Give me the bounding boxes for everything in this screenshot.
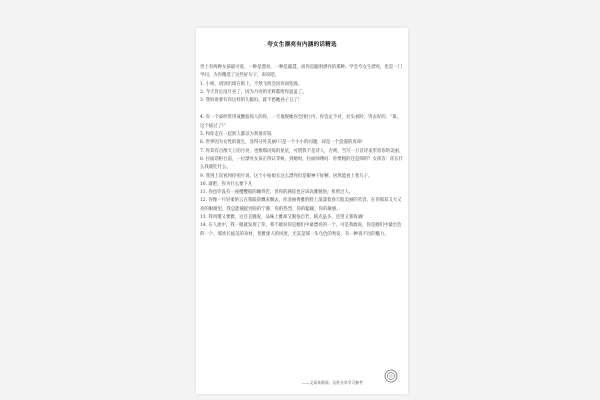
document-title: 夸女生漂亮有内涵的话精选 bbox=[267, 42, 337, 48]
list-item: 2. 今天肯定没月亮了，因为月亮的光辉都给你遮盖了。 bbox=[200, 89, 307, 95]
list-item: 1. 小姐，请别出现在街上，不然飞机会因你而坠毁。 bbox=[200, 81, 303, 87]
list-item: 12. 你像一片轻柔的云在我眼前飘来飘去，你清丽秀雅的脸上荡漾着春天般美丽的笑容，在你那双又大又亮的眼睛里，我总能捕捉到你的宁静，你的热烈，你的聪颖，你的敏感。 bbox=[200, 198, 402, 212]
list-item: 4. 有一个姿经常用戒酸报惊人的你，一天他现她你全围行内，你会定不对，拉头看时，突去好的，“靠，这个拔过了!” bbox=[200, 115, 402, 129]
list-item: 9. 我到上次看到你照片说，这个小姑娘长这么漂亮但是眼神不好啊，居然能看上我儿子。 bbox=[200, 173, 373, 179]
document-body bbox=[200, 64, 404, 239]
list-item: 3. 我妈说要有你这样的儿媳妇，就不愁她孙子丑了！ bbox=[200, 98, 303, 104]
list-item: 7. 你其有点像天上的月亮，也像那闪烁的星星，可惜我不是诗人，否则，当写一万首诗来形容你的美丽。 bbox=[200, 148, 404, 154]
list-item: 10. 就吧，你为什么要下凡 bbox=[200, 181, 253, 187]
document-page bbox=[196, 28, 408, 394]
footer-source-note: ——文章来源网，仅供分享学习参考 bbox=[302, 380, 363, 385]
paragraph-gap bbox=[200, 105, 404, 114]
decorative-seal-icon bbox=[384, 369, 398, 383]
list-item: 14. 在人流中，我一眼就发现了你，我不敢说你是她们中最漂亮的一个，可是我敢说，你是她们中最出色的一个。那坎长披美的身材，优雅迷人的风度，尤其是那一头乌色的秀发，有一种说不出的魅力。 bbox=[200, 223, 402, 237]
list-item: 11. 你也许没有一座樱樱般的蹦得若，但你的满哇也应该高雅脱俗，机智过人。 bbox=[200, 190, 354, 196]
list-item: 6. 世界因为女性的诞生，显得分外美丽!只是一个小小的问题，却是一个浪漫的真谛! bbox=[200, 140, 363, 146]
list-item: 5. 和你走在一起别人都以为我很有钱 bbox=[200, 132, 272, 138]
list-item: 13. 我风慢又要雅，这目且腾发，品味上雅却又脱俗自若，缺点虽多，还望又寡海涵! bbox=[200, 215, 364, 221]
list-item: 8. 拉面话柜台前，一位漂亮女孩正得认等候，到她时，拉面师傅问：你要粗的还是细的？女孩答：你长什么我就吃什么。 bbox=[200, 156, 404, 171]
intro-paragraph: 世上有两种女孩最可爱，一种是漂亮，一种是聪慧，而你是聪明漂亮的那种。学会夸女生漂亮，也是一门学问，为你精选了这些好句子，说说吧。 bbox=[200, 65, 402, 79]
